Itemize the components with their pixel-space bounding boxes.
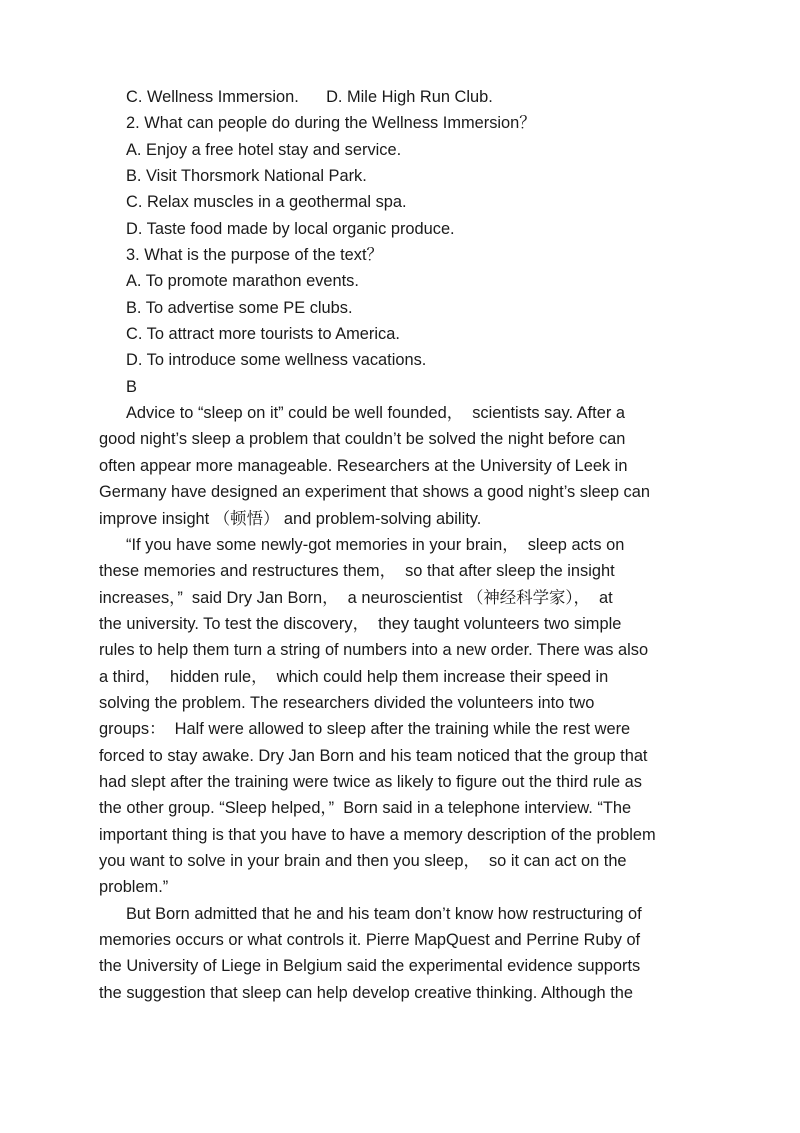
paragraph-line: groups： Half were allowed to sleep after the training while the rest were	[99, 720, 631, 739]
paragraph-line: the University of Liege in Belgium said the experimental evidence supports	[99, 957, 641, 976]
paragraph-line: the university. To test the discovery， they taught volunteers two simple	[99, 614, 622, 633]
paragraph-line: you want to solve in your brain and then you sleep， so it can act on the	[99, 851, 627, 870]
document-body	[99, 84, 699, 1006]
paragraph-line: memories occurs or what controls it. Pierre MapQuest and Perrine Ruby of	[99, 931, 641, 949]
paragraph-line: problem.”	[99, 878, 169, 897]
q3-option-d: D. To introduce some wellness vacations.	[126, 351, 427, 370]
paragraph-line: good night’s sleep a problem that couldn’t be solved the night before can	[99, 430, 626, 449]
q3-option-c: C. To attract more tourists to America.	[126, 325, 400, 344]
passage-b-paragraph-1	[99, 400, 699, 532]
q3-stem: 3. What is the purpose of the text？	[126, 246, 383, 265]
paragraph-line: rules to help them turn a string of numbers into a new order. There was also	[99, 641, 649, 660]
paragraph-line: forced to stay awake. Dry Jan Born and his team noticed that the group that	[99, 746, 648, 765]
paragraph-line: often appear more manageable. Researchers at the University of Leek in	[99, 456, 628, 475]
paragraph-line: solving the problem. The researchers divided the volunteers into two	[99, 693, 595, 712]
q2-stem: 2. What can people do during the Wellness Immersion？	[126, 114, 536, 133]
q2-option-b: B. Visit Thorsmork National Park.	[126, 167, 367, 186]
q2-option-a: A. Enjoy a free hotel stay and service.	[126, 140, 402, 159]
paragraph-line: a third， hidden rule， which could help them increase their speed in	[99, 667, 609, 686]
paragraph-line: Advice to “sleep on it” could be well founded， scientists say. After a	[126, 404, 625, 423]
passage-b-heading: B	[126, 377, 137, 396]
paragraph-line: “If you have some newly-got memories in your brain， sleep acts on	[126, 535, 625, 554]
paragraph-line: improve insight （顿悟） and problem-solving ability.	[99, 509, 482, 528]
q2-option-d: D. Taste food made by local organic produce.	[126, 219, 455, 238]
paragraph-line: important thing is that you have to have a memory description of the problem	[99, 825, 656, 844]
paragraph-line: the suggestion that sleep can help develop creative thinking. Although the	[99, 983, 633, 1002]
q3-option-a: A. To promote marathon events.	[126, 272, 359, 291]
paragraph-line: Germany have designed an experiment that shows a good night’s sleep can	[99, 483, 650, 502]
q1-options-cd: C. Wellness Immersion. D. Mile High Run Club.	[126, 88, 493, 106]
passage-b-paragraph-3	[99, 901, 699, 1006]
paragraph-line: had slept after the training were twice as likely to figure out the third rule as	[99, 772, 642, 791]
paragraph-line: increases，” said Dry Jan Born， a neuroscientist （神经科学家）， at	[99, 588, 613, 607]
q3-option-b: B. To advertise some PE clubs.	[126, 298, 353, 317]
passage-b-paragraph-2	[99, 532, 699, 901]
paragraph-line: But Born admitted that he and his team don’t know how restructuring of	[126, 904, 642, 923]
paragraph-line: the other group. “Sleep helped，” Born said in a telephone interview. “The	[99, 799, 632, 818]
paragraph-line: these memories and restructures them， so that after sleep the insight	[99, 562, 615, 581]
q2-option-c: C. Relax muscles in a geothermal spa.	[126, 193, 407, 212]
